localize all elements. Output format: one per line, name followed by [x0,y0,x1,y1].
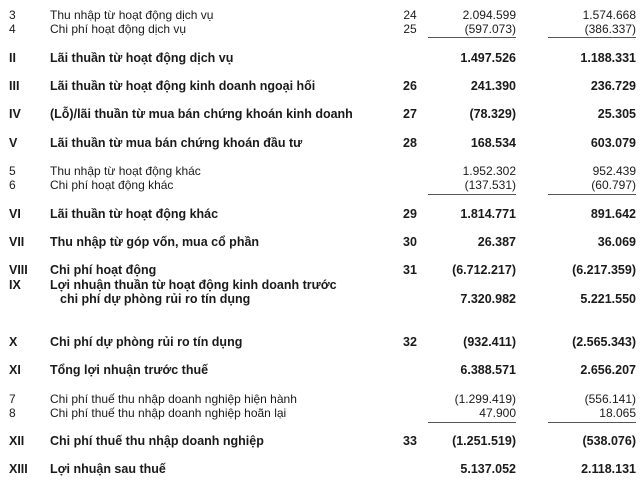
prior-period-value: (2.565.343) [572,335,636,349]
prior-period-value: 18.065 [599,406,636,420]
row-code: XIII [9,462,28,476]
statement-row [0,235,640,249]
row-description: Lãi thuần từ hoạt động dịch vụ [50,51,234,65]
note-number: 24 [403,8,417,22]
statement-row [0,406,640,420]
statement-row [0,434,640,448]
subtotal-rule [548,422,636,423]
statement-row [0,178,640,192]
note-number: 29 [403,207,417,221]
statement-row [0,335,640,349]
note-number: 33 [403,434,417,448]
row-description: Thu nhập từ hoạt động dịch vụ [50,8,214,22]
prior-period-value: 36.069 [597,235,636,249]
row-description: Lãi thuần từ mua bán chứng khoán đầu tư [50,136,303,150]
current-period-value: 7.320.982 [460,292,516,306]
row-description: Chi phí hoạt động [50,263,157,277]
current-period-value: 6.388.571 [460,363,516,377]
row-code: 4 [9,22,16,36]
current-period-value: 168.534 [470,136,516,150]
prior-period-value: 236.729 [590,79,636,93]
row-code: III [9,79,20,93]
prior-period-value: 1.574.668 [582,8,636,22]
current-period-value: 241.390 [470,79,516,93]
current-period-value: (597.073) [464,22,516,36]
row-description: Chi phí thuế thu nhập doanh nghiệp [50,434,264,448]
prior-period-value: 891.642 [590,207,636,221]
subtotal-rule [428,194,516,195]
statement-row [0,51,640,65]
current-period-value: (6.712.217) [452,263,516,277]
note-number: 31 [403,263,417,277]
prior-period-value: (60.797) [591,178,636,192]
row-code: IV [9,107,21,121]
row-description: Lãi thuần từ hoạt động kinh doanh ngoại hối [50,79,316,93]
prior-period-value: (6.217.359) [572,263,636,277]
note-number: 32 [403,335,417,349]
prior-period-value: 603.079 [590,136,636,150]
prior-period-value: 1.188.331 [580,51,636,65]
current-period-value: 2.094.599 [462,8,516,22]
row-code: VI [9,207,21,221]
row-code: VII [9,235,25,249]
row-description: Chi phí hoạt động khác [50,178,174,192]
statement-row [0,136,640,150]
current-period-value: 5.137.052 [460,462,516,476]
statement-row-continuation [0,278,640,292]
row-description: Chi phí dự phòng rủi ro tín dụng [50,335,243,349]
subtotal-rule [428,37,516,38]
statement-row [0,392,640,406]
current-period-value: (1.251.519) [452,434,516,448]
row-description: (Lỗ)/lãi thuần từ mua bán chứng khoán kinh doanh [50,107,353,121]
subtotal-rule [548,194,636,195]
current-period-value: 1.497.526 [460,51,516,65]
row-code: VIII [9,263,28,277]
row-description: Thu nhập từ hoạt động khác [50,164,201,178]
row-code: 6 [9,178,16,192]
statement-row [0,263,640,277]
current-period-value: (137.531) [464,178,516,192]
row-description: chi phí dự phòng rủi ro tín dụng [60,292,251,306]
row-code: XI [9,363,21,377]
prior-period-value: 2.118.131 [581,462,636,476]
note-number: 27 [403,107,417,121]
prior-period-value: (386.337) [584,22,636,36]
row-description: Chi phí thuế thu nhập doanh nghiệp hiện hành [50,392,297,406]
subtotal-rule [548,37,636,38]
statement-row [0,79,640,93]
note-number: 25 [403,22,417,36]
row-code: 8 [9,406,16,420]
prior-period-value: (556.141) [584,392,636,406]
statement-row [0,292,640,306]
row-description: Chi phí hoạt động dịch vụ [50,22,187,36]
row-description: Thu nhập từ góp vốn, mua cổ phần [50,235,260,249]
row-description: Lãi thuần từ hoạt động khác [50,207,219,221]
row-code: IX [9,278,21,292]
row-description: Chi phí thuế thu nhập doanh nghiệp hoãn lại [50,406,287,420]
statement-row [0,462,640,476]
row-code: 3 [9,8,16,22]
note-number: 28 [403,136,417,150]
row-code: X [9,335,18,349]
row-code: V [9,136,18,150]
current-period-value: 1.952.302 [462,164,516,178]
statement-row [0,22,640,36]
current-period-value: (932.411) [463,335,516,349]
statement-row [0,363,640,377]
statement-row [0,107,640,121]
row-code: II [9,51,16,65]
row-description: Tổng lợi nhuận trước thuế [50,363,209,377]
prior-period-value: 5.221.550 [580,292,636,306]
current-period-value: 26.387 [477,235,516,249]
current-period-value: (1.299.419) [454,392,516,406]
current-period-value: 1.814.771 [460,207,516,221]
prior-period-value: 2.656.207 [580,363,636,377]
prior-period-value: 25.305 [597,107,636,121]
statement-row [0,164,640,178]
prior-period-value: 952.439 [592,164,636,178]
statement-row [0,8,640,22]
current-period-value: 47.900 [479,406,516,420]
current-period-value: (78.329) [469,107,516,121]
row-code: XII [9,434,25,448]
note-number: 26 [403,79,417,93]
note-number: 30 [403,235,417,249]
prior-period-value: (538.076) [582,434,636,448]
row-description: Lợi nhuận sau thuế [50,462,166,476]
row-code: 7 [9,392,16,406]
subtotal-rule [428,422,516,423]
row-code: 5 [9,164,16,178]
row-description: Lợi nhuận thuần từ hoạt động kinh doanh trước [50,278,337,292]
statement-row [0,207,640,221]
